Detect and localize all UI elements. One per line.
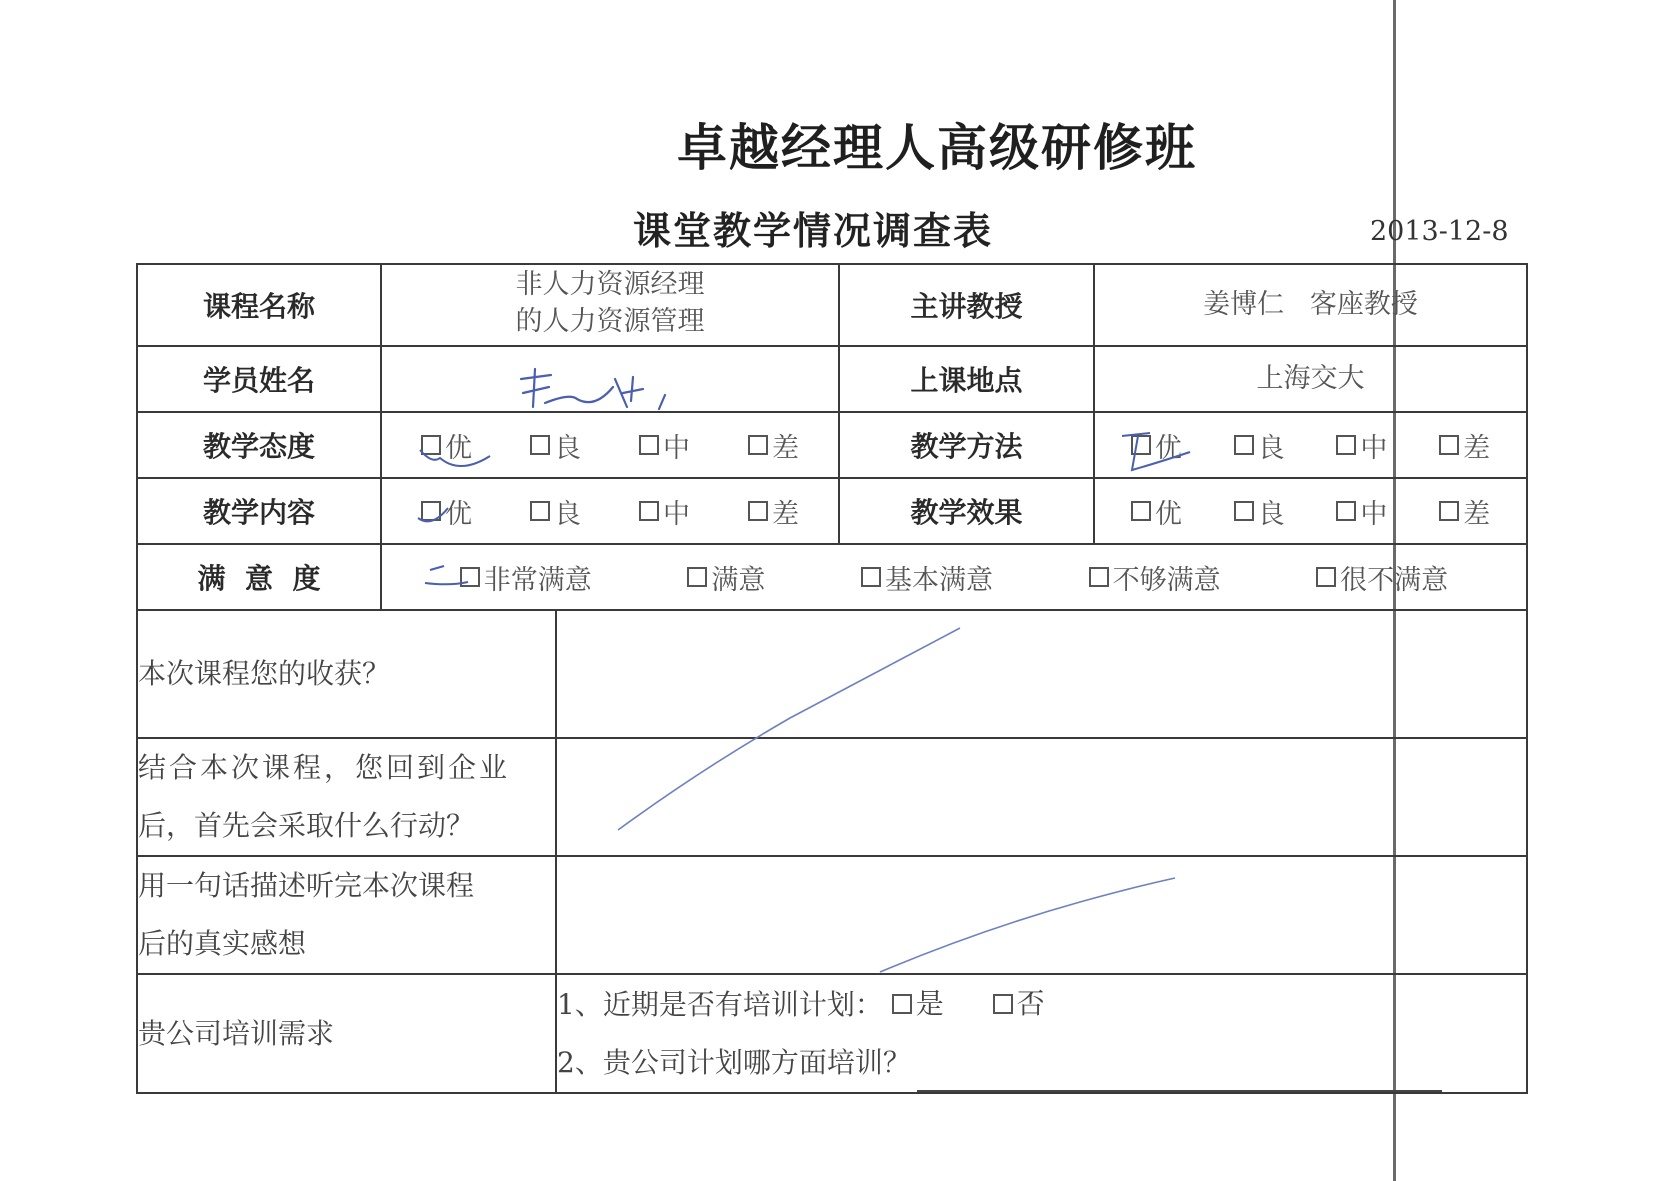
training-area-blank[interactable] [917, 1068, 1442, 1092]
option-excellent[interactable]: 优 [421, 492, 472, 531]
form-date: 2013-12-8 [1370, 216, 1509, 247]
course-name-line1: 非人力资源经理 [515, 269, 705, 300]
checkbox-icon[interactable] [421, 435, 441, 455]
feeling-answer-field[interactable] [556, 856, 1527, 974]
teaching-effect-label: 教学效果 [839, 478, 1094, 544]
option-very-satisfied[interactable]: 非常满意 [460, 558, 592, 597]
option-yes[interactable]: 是 [892, 975, 944, 1033]
action-question-line2: 后，首先会采取什么行动？ [138, 809, 475, 842]
action-answer-field[interactable] [556, 738, 1527, 856]
checkbox-icon[interactable] [639, 501, 659, 521]
checkbox-icon[interactable] [530, 501, 550, 521]
option-good[interactable]: 良 [1234, 492, 1285, 531]
gain-row [137, 610, 1527, 738]
satisfaction-options [381, 544, 1527, 610]
option-good[interactable]: 良 [530, 492, 581, 531]
teaching-attitude-options [381, 412, 839, 478]
survey-table [136, 263, 1528, 1094]
feeling-row [137, 856, 1527, 974]
feeling-question [137, 856, 556, 974]
training-plan-question: 1、近期是否有培训计划： [557, 988, 883, 1021]
satisfaction-row [137, 544, 1527, 610]
checkbox-icon[interactable] [1131, 501, 1151, 521]
checkbox-icon[interactable] [1439, 435, 1459, 455]
checkbox-icon[interactable] [1316, 567, 1336, 587]
checkbox-icon[interactable] [1131, 435, 1151, 455]
training-needs-label: 贵公司培训需求 [137, 974, 556, 1093]
option-poor[interactable]: 差 [748, 426, 799, 465]
checkbox-icon[interactable] [861, 567, 881, 587]
option-average[interactable]: 中 [639, 492, 690, 531]
handwritten-signature [515, 365, 695, 415]
checkbox-icon[interactable] [460, 567, 480, 587]
checkbox-icon[interactable] [748, 435, 768, 455]
option-very-dissatisfied[interactable]: 很不满意 [1316, 558, 1448, 597]
action-row [137, 738, 1527, 856]
teaching-method-options [1094, 412, 1527, 478]
option-not-satisfied-enough[interactable]: 不够满意 [1089, 558, 1221, 597]
option-poor[interactable]: 差 [1439, 426, 1490, 465]
training-row [137, 974, 1527, 1093]
checkbox-icon[interactable] [639, 435, 659, 455]
option-good[interactable]: 良 [530, 426, 581, 465]
option-excellent[interactable]: 优 [1131, 492, 1182, 531]
option-average[interactable]: 中 [639, 426, 690, 465]
option-average[interactable]: 中 [1336, 426, 1387, 465]
form-subtitle: 课堂教学情况调查表 [633, 209, 994, 253]
teaching-content-label: 教学内容 [137, 478, 381, 544]
option-poor[interactable]: 差 [748, 492, 799, 531]
checkbox-icon[interactable] [993, 994, 1013, 1014]
rating-row-1 [137, 412, 1527, 478]
checkbox-icon[interactable] [1439, 501, 1459, 521]
rating-row-2 [137, 478, 1527, 544]
checkbox-icon[interactable] [748, 501, 768, 521]
checkbox-icon[interactable] [1234, 435, 1254, 455]
option-poor[interactable]: 差 [1439, 492, 1490, 531]
checkbox-icon[interactable] [1089, 567, 1109, 587]
student-name-label: 学员姓名 [137, 346, 381, 412]
checkbox-icon[interactable] [687, 567, 707, 587]
gain-answer-field[interactable] [556, 610, 1527, 738]
training-plan-line [557, 975, 1526, 1034]
checkbox-icon[interactable] [530, 435, 550, 455]
option-satisfied[interactable]: 满意 [687, 558, 765, 597]
teaching-content-options [381, 478, 839, 544]
course-name-line2: 的人力资源管理 [515, 306, 705, 337]
location-value[interactable]: 上海交大 [1094, 346, 1527, 412]
action-question-line1: 结合本次课程，您回到企业 [138, 751, 511, 784]
gain-question: 本次课程您的收获？ [137, 610, 556, 738]
satisfaction-label: 满 意 度 [137, 544, 381, 610]
option-excellent[interactable]: 优 [421, 426, 472, 465]
checkbox-icon[interactable] [892, 994, 912, 1014]
checkbox-icon[interactable] [421, 501, 441, 521]
teaching-attitude-label: 教学态度 [137, 412, 381, 478]
option-no[interactable]: 否 [993, 975, 1045, 1033]
checkbox-icon[interactable] [1336, 435, 1356, 455]
page-title: 卓越经理人高级研修班 [677, 119, 1197, 177]
checkbox-icon[interactable] [1234, 501, 1254, 521]
training-area-question: 2、贵公司计划哪方面培训？ [557, 1046, 911, 1079]
training-needs-content [556, 974, 1527, 1093]
feeling-question-line2: 后的真实感想 [138, 927, 307, 960]
feeling-question-line1: 用一句话描述听完本次课程 [138, 869, 475, 902]
lecturer-label: 主讲教授 [839, 264, 1094, 346]
training-area-line [557, 1034, 1526, 1092]
teaching-effect-options [1094, 478, 1527, 544]
course-name-label: 课程名称 [137, 264, 381, 346]
student-row [137, 346, 1527, 412]
course-row [137, 264, 1527, 346]
action-question [137, 738, 556, 856]
teaching-method-label: 教学方法 [839, 412, 1094, 478]
course-name-value[interactable] [381, 264, 839, 346]
option-average[interactable]: 中 [1336, 492, 1387, 531]
option-excellent[interactable]: 优 [1131, 426, 1182, 465]
location-label: 上课地点 [839, 346, 1094, 412]
checkbox-icon[interactable] [1336, 501, 1356, 521]
option-basically-satisfied[interactable]: 基本满意 [861, 558, 993, 597]
option-good[interactable]: 良 [1234, 426, 1285, 465]
lecturer-value[interactable]: 姜博仁 客座教授 [1094, 264, 1527, 346]
